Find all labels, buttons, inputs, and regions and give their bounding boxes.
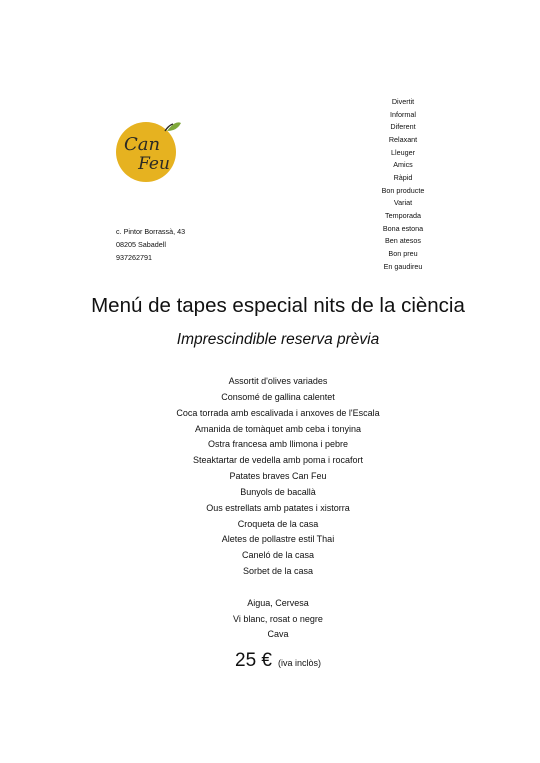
adjective-item: Ben atesos: [385, 236, 421, 246]
address-block: [116, 225, 185, 264]
adjective-item: Informal: [390, 109, 416, 119]
dish-item: Coca torrada amb escalivada i anxoves de l'Escala: [176, 407, 380, 418]
dish-item: Assortit d'olives variades: [228, 376, 328, 386]
adjective-item: Lleuger: [391, 147, 415, 157]
adjective-item: Ràpid: [393, 172, 413, 182]
dish-item: Ostra francesa amb llimona i pebre: [207, 439, 349, 450]
drink-item: Vi blanc, rosat o negre: [233, 613, 323, 624]
adjectives-list: [360, 96, 446, 273]
adjective-item: Bon preu: [388, 248, 418, 258]
dish-item: Sorbet de la casa: [242, 566, 314, 577]
dishes-list: [0, 374, 540, 580]
dish-item: Patates braves Can Feu: [229, 471, 327, 482]
drinks-list: [0, 596, 540, 643]
dish-item: Bunyols de bacallà: [240, 486, 316, 497]
adjective-item: En gaudireu: [383, 261, 423, 271]
adjective-item: Amics: [393, 160, 413, 170]
dish-item: Consomé de gallina calentet: [221, 391, 335, 402]
adjective-item: Variat: [393, 198, 413, 208]
postal-city: 08205 Sabadell: [116, 240, 166, 249]
reservation-note: Imprescindible reserva prèvia: [176, 331, 380, 348]
adjective-item: Divertit: [391, 97, 415, 106]
menu-title: Menú de tapes especial nits de la ciència: [91, 294, 465, 317]
dish-item: Ous estrellats amb patates i xistorra: [206, 502, 350, 513]
street-address: c. Pintor Borrassà, 43: [116, 227, 186, 236]
can-feu-logo: [110, 114, 190, 184]
dish-item: Steaktartar de vedella amb poma i rocafort: [192, 455, 364, 466]
logo-word-2: Feu: [138, 154, 170, 174]
adjective-item: Bon producte: [381, 185, 425, 195]
drink-item: Cava: [267, 629, 289, 639]
price-amount: 25 €: [235, 650, 272, 671]
adjective-item: Diferent: [390, 122, 416, 132]
price-note: (iva inclòs): [277, 658, 321, 668]
phone-number: 937262791: [116, 253, 152, 262]
price-line: [0, 650, 540, 672]
drink-item: Aigua, Cervesa: [247, 598, 309, 608]
dish-item: Croqueta de la casa: [237, 518, 319, 529]
adjective-item: Bona estona: [382, 223, 424, 233]
logo-word-1: Can: [123, 134, 161, 155]
dish-item: Caneló de la casa: [241, 550, 315, 561]
dish-item: Aletes de pollastre estil Thai: [221, 534, 335, 545]
adjective-item: Relaxant: [388, 134, 418, 144]
dish-item: Amanida de tomàquet amb ceba i tonyina: [194, 423, 362, 434]
adjective-item: Temporada: [385, 210, 421, 220]
